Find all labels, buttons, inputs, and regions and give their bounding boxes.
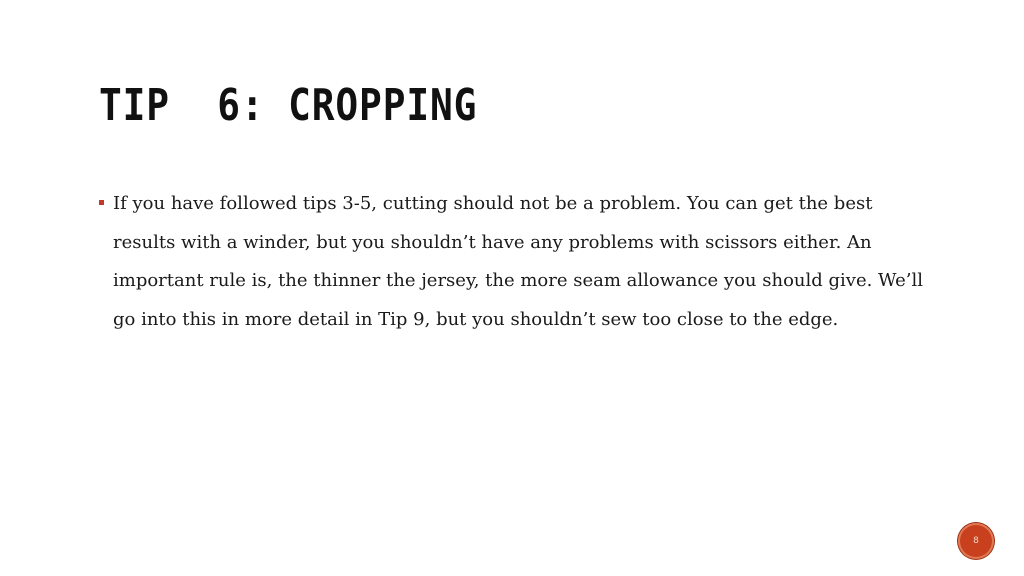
square-bullet-icon: [99, 200, 104, 205]
bullet-text: If you have followed tips 3-5, cutting should not be a problem. You can get the best results with a winder, but you shouldn’t have any problems with scissors either. An important rule is, the thinner the jersey, the more seam allowance you should give. We’ll go into this in more detail in Tip 9, but you shouldn’t sew too close to the edge.: [113, 193, 923, 330]
bullet-item: [98, 185, 928, 339]
slide-title: TIP 6: CROPPING: [99, 80, 478, 131]
bullet-list: [98, 185, 928, 339]
page-number: 8: [973, 536, 979, 546]
page-number-badge: [958, 523, 994, 559]
